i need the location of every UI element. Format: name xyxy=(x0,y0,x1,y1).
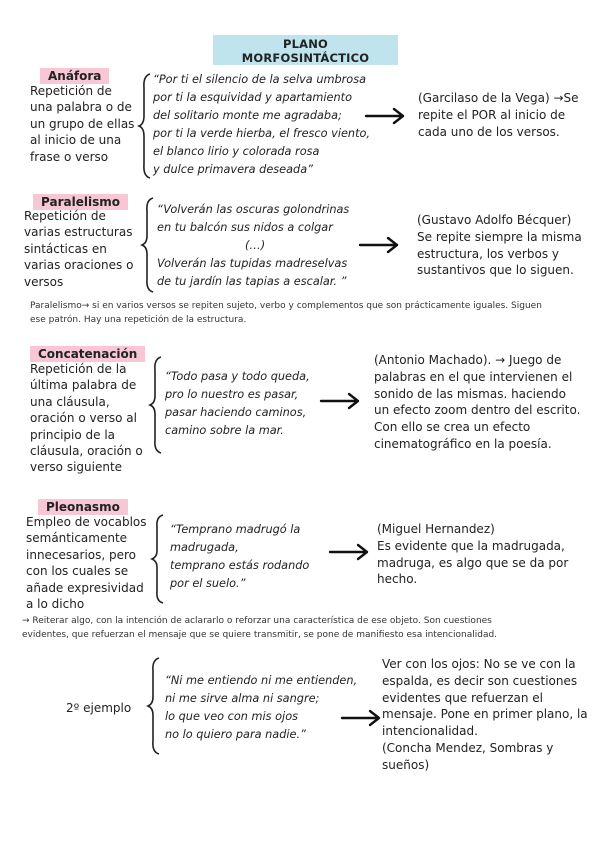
result-line: palabras en el que intervienen el xyxy=(374,369,573,384)
quote-line: lo que veo con mis ojos xyxy=(165,710,298,723)
result-line: (Concha Mendez, Sombras y xyxy=(382,740,554,755)
result-line: Ver con los ojos: No se ve con la xyxy=(382,657,576,671)
quote-line: no lo quiero para nadie.” xyxy=(165,728,306,741)
left-brace-icon xyxy=(146,656,162,756)
quote-line: “Por ti el silencio de la selva umbrosa xyxy=(153,73,367,86)
definition-line: principio de la xyxy=(30,427,116,442)
result-line: sonido de las mismas. haciendo xyxy=(374,386,566,401)
result-line: un efecto zoom dentro del escrito. xyxy=(374,403,581,418)
result-line: sustantivos que lo siguen. xyxy=(417,263,574,278)
quote-line: el blanco lirio y colorada rosa xyxy=(153,145,320,158)
definition-line: Empleo de vocablos xyxy=(26,515,147,529)
result-line: cinematográfico en la poesía. xyxy=(374,436,552,451)
note-pleonasmo xyxy=(22,614,582,642)
result-line: madruga, es algo que se da por xyxy=(377,555,569,570)
result-line: estructura, los verbos y xyxy=(417,246,559,261)
definition-line: última palabra de xyxy=(30,378,137,393)
result-line: (Antonio Machado). → Juego de xyxy=(374,353,562,367)
quote-line: por el suelo.” xyxy=(170,577,246,590)
definition-line: varias oraciones o xyxy=(24,258,134,273)
term-tag-concatenacion: Concatenación xyxy=(30,346,145,362)
definition-line: añade expresividad xyxy=(26,580,144,595)
definition-line: Repetición de la xyxy=(30,362,127,376)
quote-line: temprano estás rodando xyxy=(170,559,310,572)
note-paralelismo xyxy=(30,299,578,327)
definition-line: varias estructuras xyxy=(24,225,133,240)
quote-line: del solitario monte me agradaba; xyxy=(153,109,342,122)
quote-line: (…) xyxy=(245,239,266,252)
note-line: ese patrón. Hay una repetición de la estructura. xyxy=(30,315,247,325)
quote-line: ni me sirve alma ni sangre; xyxy=(165,692,320,705)
quote-line: camino sobre la mar. xyxy=(165,424,284,437)
quote-line: “Ni me entiendo ni me entienden, xyxy=(165,674,358,687)
result-line: Se repite siempre la misma xyxy=(417,229,582,244)
left-brace-icon xyxy=(150,513,166,605)
result-example-2 xyxy=(382,656,588,774)
right-arrow-icon xyxy=(319,392,361,410)
definition-line: oración o verso al xyxy=(30,411,137,426)
result-line: hecho. xyxy=(377,572,418,587)
quote-anafora xyxy=(153,71,370,179)
right-arrow-icon xyxy=(364,107,406,125)
quote-line: “Temprano madrugó la xyxy=(170,523,301,536)
quote-line: “Volverán las oscuras golondrinas xyxy=(157,203,350,216)
note-line: Paralelismo→ si en varios versos se repiten sujeto, verbo y complementos que son prácticamente iguales. Siguen xyxy=(30,301,542,311)
definition-line: con los cuales se xyxy=(26,564,129,579)
note-line: evidentes, que refuerzan el mensaje que se quiere transmitir, se pone de manifiesto esa intencionalidad. xyxy=(22,630,498,640)
example-label: 2º ejemplo xyxy=(66,701,132,715)
result-line: (Gustavo Adolfo Bécquer) xyxy=(417,213,572,227)
result-line: repite el POR al inicio de xyxy=(418,107,566,122)
definition-line: al inicio de una xyxy=(30,133,122,148)
result-line: mensaje. Pone en primer plano, la xyxy=(382,707,588,722)
quote-concatenacion xyxy=(165,368,310,440)
right-arrow-icon xyxy=(328,543,370,561)
term-tag-paralelismo: Paralelismo xyxy=(33,194,128,210)
quote-line: madrugada, xyxy=(170,541,239,554)
quote-line: pasar haciendo caminos, xyxy=(165,406,307,419)
page-title xyxy=(213,35,398,65)
result-anafora xyxy=(418,90,579,140)
quote-paralelismo xyxy=(157,201,349,291)
quote-example-2 xyxy=(165,672,357,744)
result-line: (Garcilaso de la Vega) →Se xyxy=(418,91,579,105)
quote-line: por ti la esquividad y apartamiento xyxy=(153,91,352,104)
quote-line: de tu jardín las tapias a escalar. ” xyxy=(157,275,347,288)
right-arrow-icon xyxy=(358,236,400,254)
quote-line: por ti la verde hierba, el fresco viento, xyxy=(153,127,371,140)
definition-line: semánticamente xyxy=(26,531,128,546)
definition-line: sintácticas en xyxy=(24,241,107,256)
quote-line: “Todo pasa y todo queda, xyxy=(165,370,310,383)
quote-line: Volverán las tupidas madreselvas xyxy=(157,257,348,270)
result-line: cada uno de los versos. xyxy=(418,124,560,139)
definition-pleonasmo xyxy=(26,514,147,612)
quote-pleonasmo xyxy=(170,521,309,593)
left-brace-icon xyxy=(148,355,164,455)
result-line: sueños) xyxy=(382,757,430,772)
definition-line: Repetición de xyxy=(24,209,106,223)
definition-line: innecesarios, pero xyxy=(26,547,137,562)
definition-line: frase o verso xyxy=(30,149,109,164)
definition-paralelismo xyxy=(24,208,133,290)
definition-line: una cláusula, xyxy=(30,394,110,409)
result-paralelismo xyxy=(417,212,582,279)
quote-line: pro lo nuestro es pasar, xyxy=(165,388,299,401)
definition-line: Repetición de xyxy=(30,84,112,98)
result-line: espalda, es decir son cuestiones xyxy=(382,673,578,688)
title-line-2: MORFOSINTÁCTICO xyxy=(241,51,370,65)
definition-line: verso siguiente xyxy=(30,460,123,475)
quote-line: en tu balcón sus nidos a colgar xyxy=(157,221,333,234)
term-tag-pleonasmo: Pleonasmo xyxy=(38,499,128,515)
definition-anafora xyxy=(30,83,134,165)
term-tag-anafora: Anáfora xyxy=(40,68,109,84)
right-arrow-icon xyxy=(340,709,382,727)
left-brace-icon xyxy=(140,196,156,294)
result-line: intencionalidad. xyxy=(382,724,478,739)
definition-line: un grupo de ellas xyxy=(30,116,135,131)
definition-line: versos xyxy=(24,274,64,289)
result-line: evidentes que refuerzan el xyxy=(382,690,543,705)
result-concatenacion xyxy=(374,352,580,453)
definition-line: a lo dicho xyxy=(26,597,85,612)
title-line-1: PLANO xyxy=(282,37,329,51)
result-line: (Miguel Hernandez) xyxy=(377,522,495,536)
result-pleonasmo xyxy=(377,521,568,588)
result-line: Es evidente que la madrugada, xyxy=(377,538,565,553)
definition-line: una palabra o de xyxy=(30,100,132,115)
definition-line: cláusula, oración o xyxy=(30,444,143,459)
definition-concatenacion xyxy=(30,361,143,476)
result-line: Con ello se crea un efecto xyxy=(374,420,531,435)
quote-line: y dulce primavera deseada” xyxy=(153,163,313,176)
note-line: → Reiterar algo, con la intención de aclararlo o reforzar una característica de ese objeto. Son cuestiones xyxy=(22,616,492,626)
left-brace-icon xyxy=(137,72,153,180)
